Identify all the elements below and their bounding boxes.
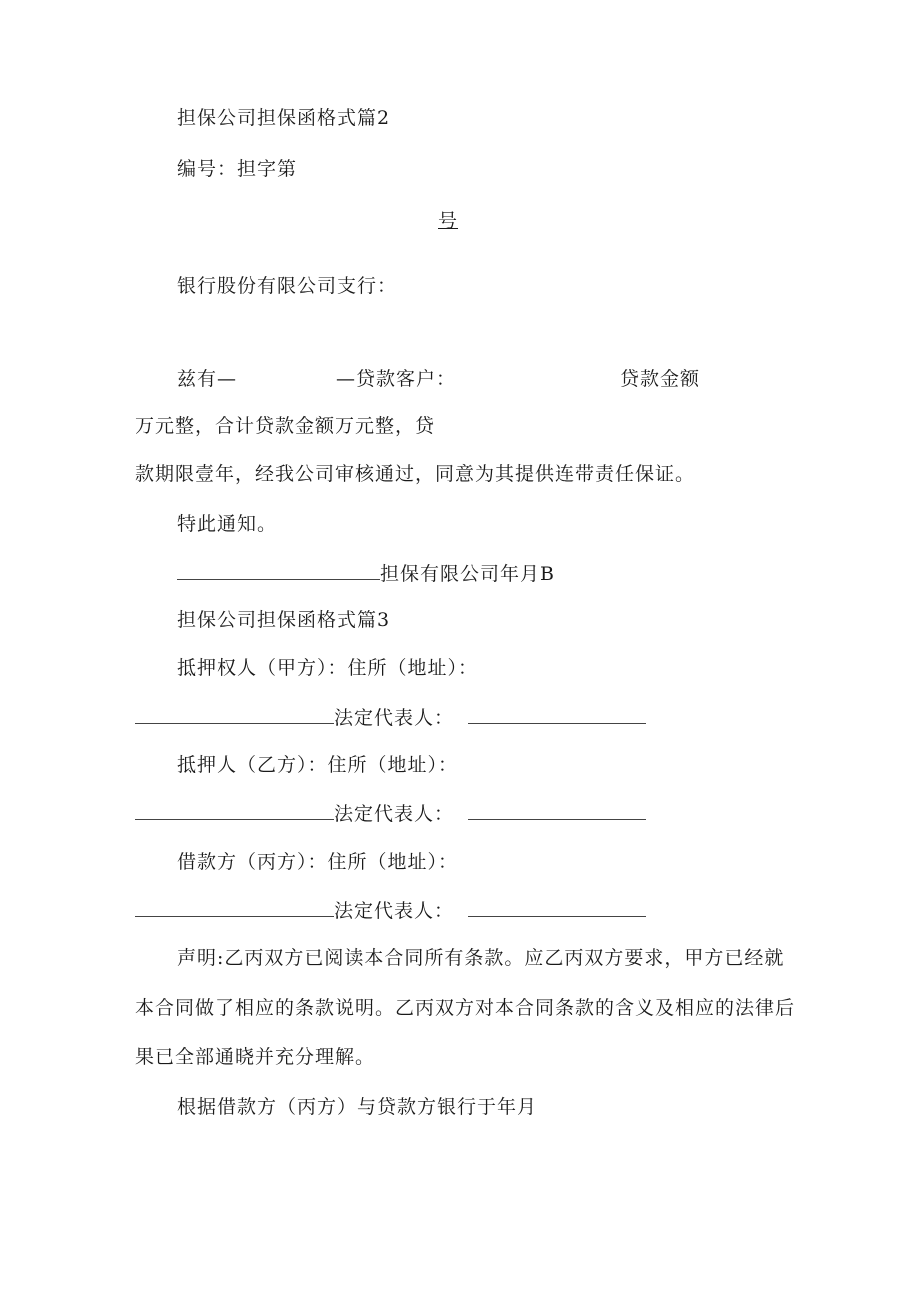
declaration-line-3: 果已全部通晓并充分理解。 xyxy=(135,1046,376,1068)
borrower-line: 借款方（丙方）：住所（地址）： xyxy=(177,851,459,873)
blank-field xyxy=(135,705,334,724)
legal-rep-label: 法定代表人： xyxy=(334,900,455,922)
body-amount: 贷款金额 xyxy=(620,368,701,390)
number-line: 编号：担字第 xyxy=(177,158,298,180)
body-start: 兹有— xyxy=(177,368,238,390)
section-title-3: 担保公司担保函格式篇3 xyxy=(177,609,391,631)
blank-field xyxy=(468,705,646,724)
body-customer: —贷款客户： xyxy=(336,368,457,390)
blank-field xyxy=(468,801,646,820)
blank-field xyxy=(135,898,334,917)
body-line-3: 款期限壹年，经我公司审核通过，同意为其提供连带责任保证。 xyxy=(135,463,696,485)
declaration-line-2: 本合同做了相应的条款说明。乙丙双方对本合同条款的含义及相应的法律后 xyxy=(135,997,796,1019)
addressee: 银行股份有限公司支行： xyxy=(177,275,398,297)
body-line-2: 万元整，合计贷款金额万元整，贷 xyxy=(135,415,436,437)
signature-line xyxy=(177,561,555,586)
blank-field xyxy=(135,801,334,820)
legal-rep-label: 法定代表人： xyxy=(334,707,455,729)
signature-blank xyxy=(177,561,380,580)
number-suffix: 号 xyxy=(438,210,459,232)
declaration-line-1: 声明:乙丙双方已阅读本合同所有条款。应乙丙双方要求，甲方已经就 xyxy=(177,947,785,969)
mortgagee-line: 抵押权人（甲方）：住所（地址）： xyxy=(177,657,479,679)
section-title-2: 担保公司担保函格式篇2 xyxy=(177,107,391,129)
notice: 特此通知。 xyxy=(177,513,278,535)
borrower-rep-line xyxy=(135,898,646,923)
mortgagor-line: 抵押人（乙方）：住所（地址）： xyxy=(177,754,459,776)
mortgagee-rep-line xyxy=(135,705,646,730)
basis-line: 根据借款方（丙方）与贷款方银行于年月 xyxy=(177,1096,538,1118)
signature-text: 担保有限公司年月B xyxy=(380,563,555,585)
blank-field xyxy=(468,898,646,917)
mortgagor-rep-line xyxy=(135,801,646,826)
legal-rep-label: 法定代表人： xyxy=(334,803,455,825)
